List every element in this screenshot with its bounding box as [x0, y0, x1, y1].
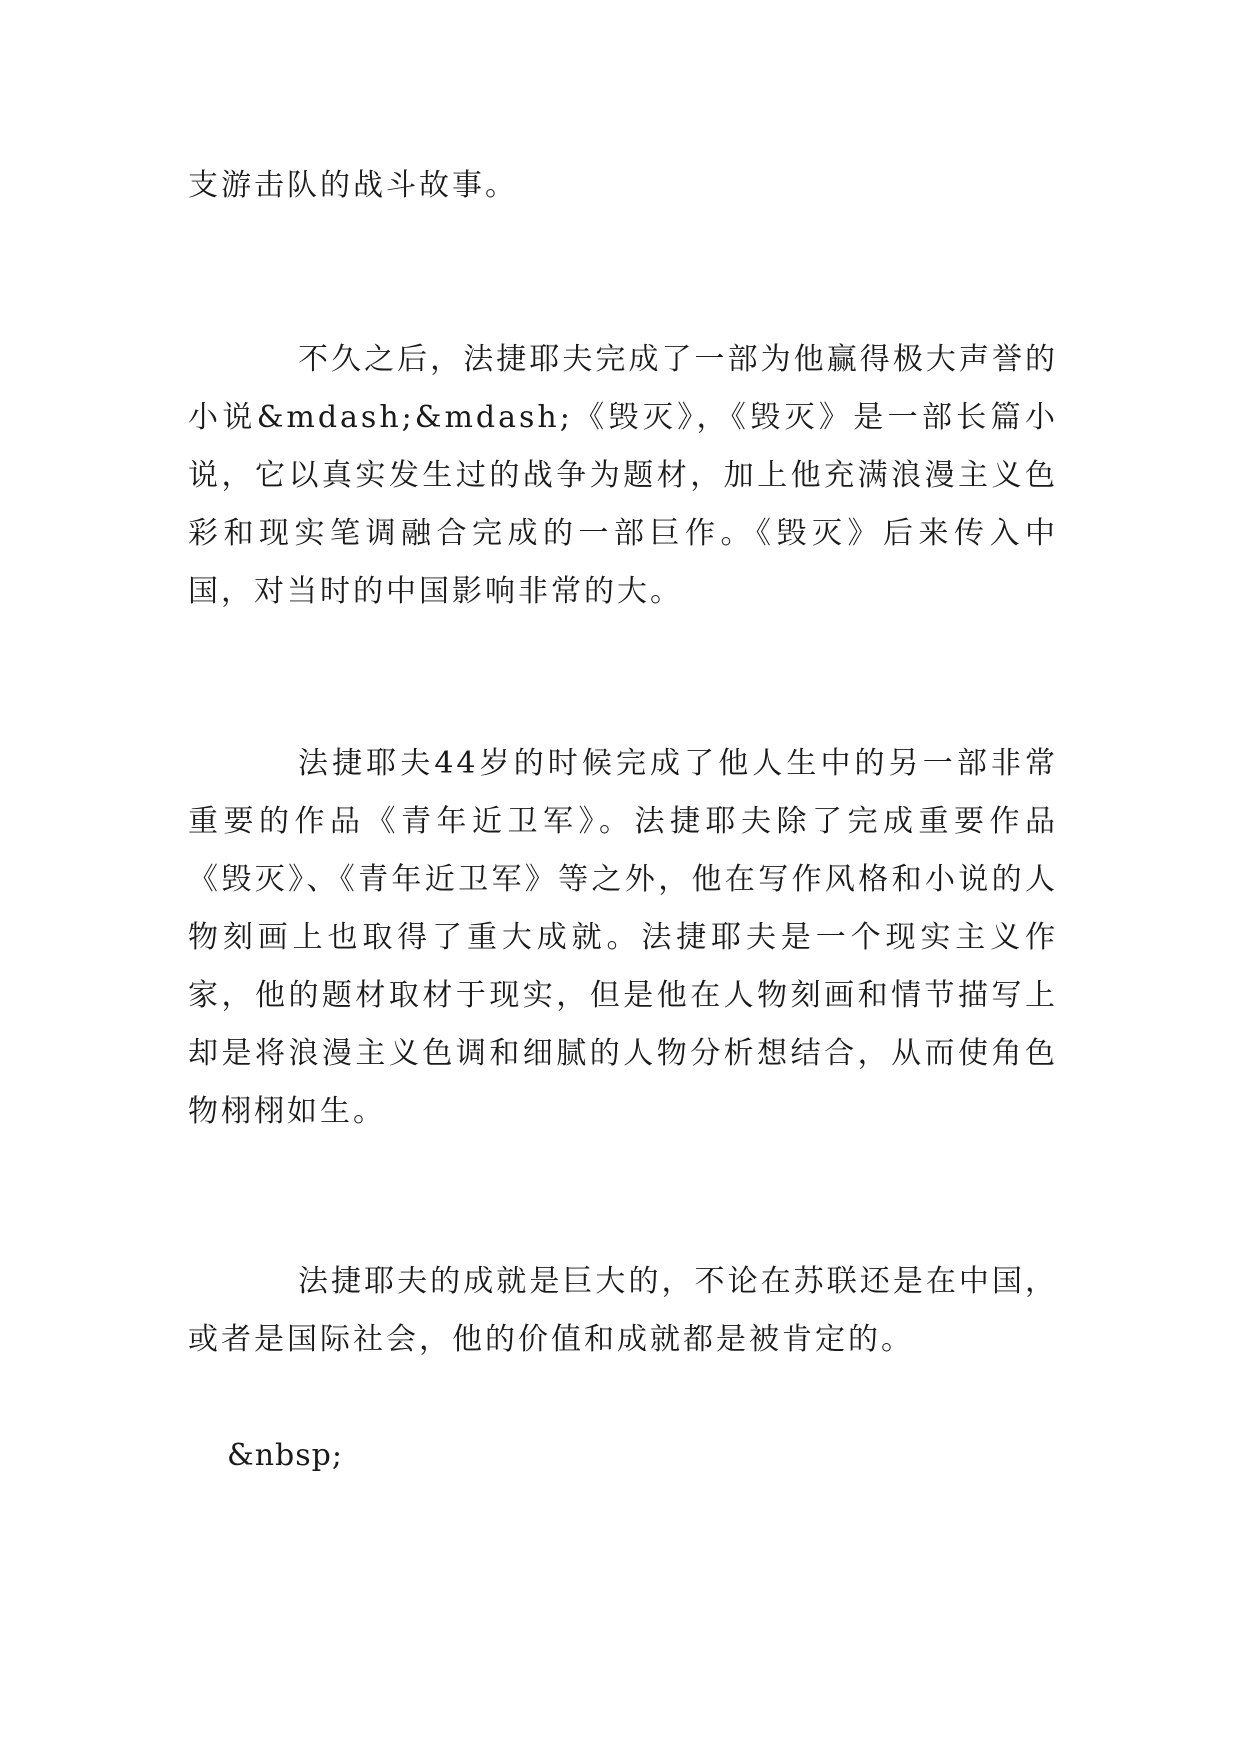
paragraph: 法捷耶夫的成就是巨大的，不论在苏联还是在中国，或者是国际社会，他的价值和成就都是被肯定的。: [188, 1264, 1058, 1357]
paragraph: &nbsp;: [227, 1438, 343, 1473]
paragraph: 支游击队的战斗故事。: [188, 168, 518, 203]
paragraph: 法捷耶夫44岁的时候完成了他人生中的另一部非常重要的作品《青年近卫军》。法捷耶夫除了完成重要作品《毁灭》、《青年近卫军》等之外，他在写作风格和小说的人物刻画上也取得了重大成就。法捷耶夫是一个现实主义作家，他的题材取材于现实，但是他在人物刻画和情节描写上却是将浪漫主义色调和细腻的人物分析想结合，从而使角色物栩栩如生。: [188, 746, 1058, 1129]
paragraph: 不久之后，法捷耶夫完成了一部为他赢得极大声誉的小说&mdash;&mdash;《毁灭》，《毁灭》是一部长篇小说，它以真实发生过的战争为题材，加上他充满浪漫主义色彩和现实笔调融合完成的一部巨作。《毁灭》后来传入中国，对当时的中国影响非常的大。: [188, 342, 1058, 609]
